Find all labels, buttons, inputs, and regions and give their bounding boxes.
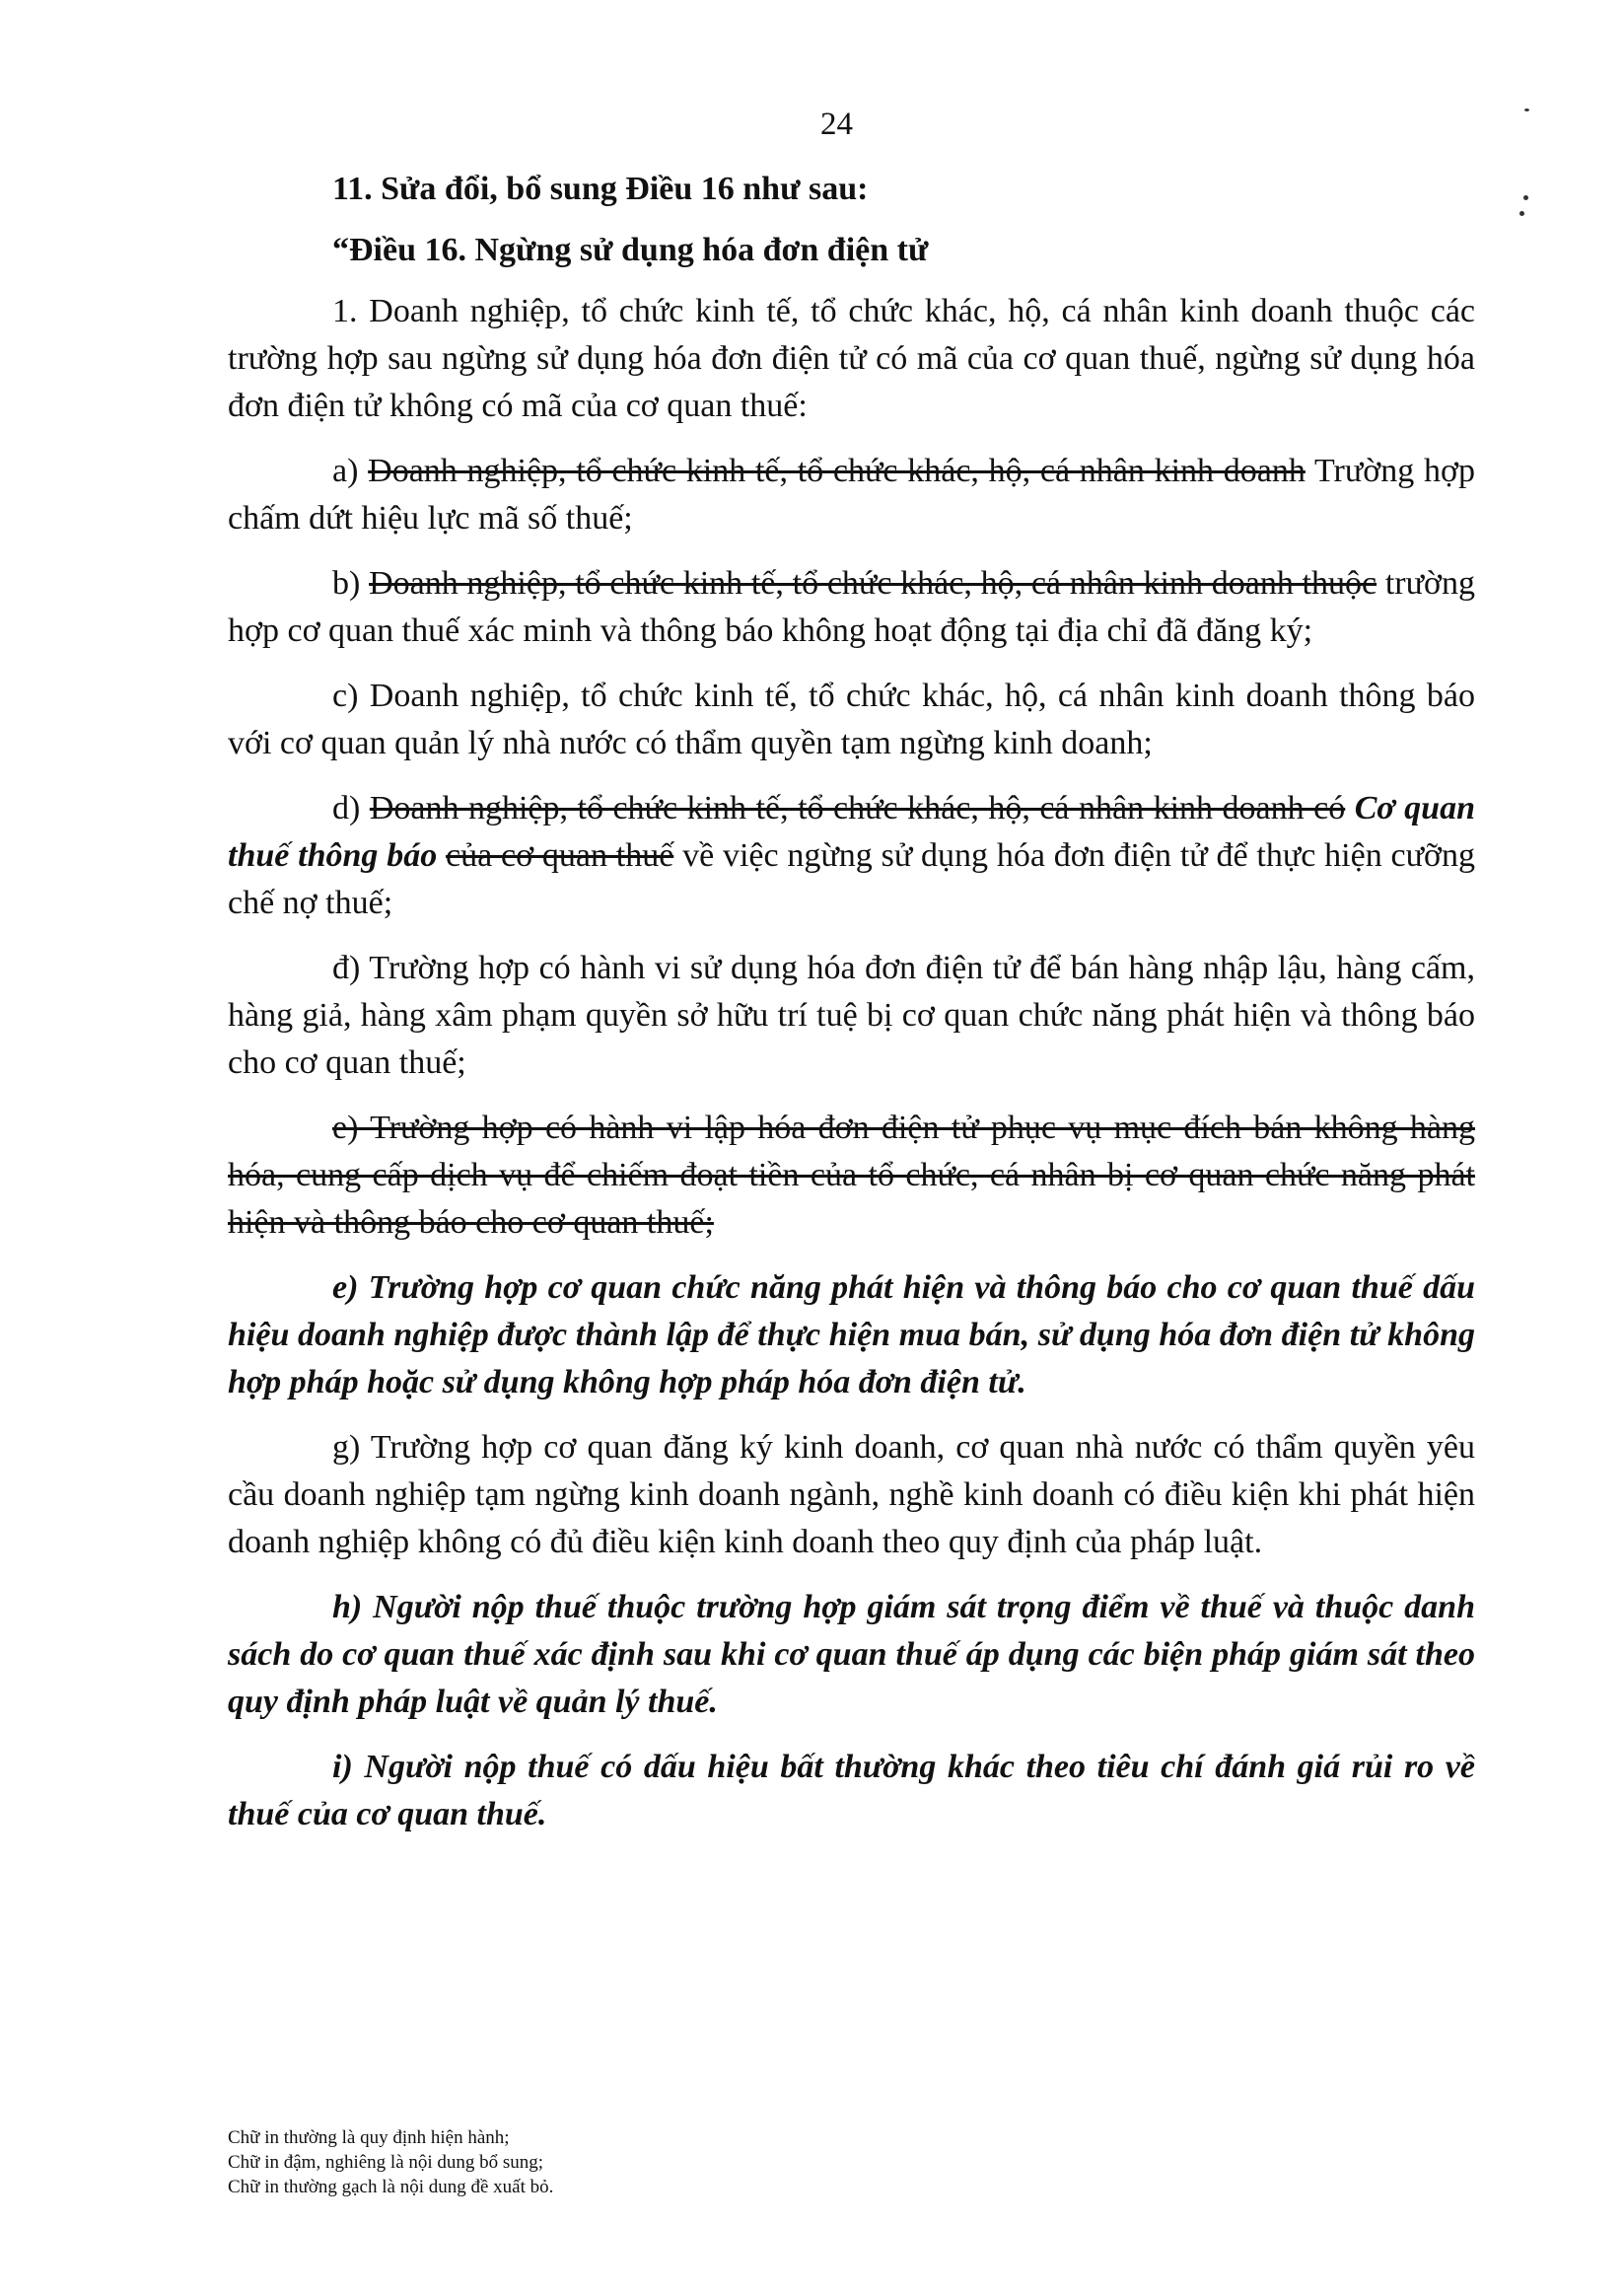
- item-a: [228, 448, 1475, 542]
- item-e-added: e) Trường hợp cơ quan chức năng phát hiện và thông báo cho cơ quan thuế dấu hiệu doanh nghiệp được thành lập để thực hiện mua bán, sử dụng hóa đơn điện tử không hợp pháp hoặc sử dụng không hợp pháp hóa đơn điện tử.: [228, 1269, 1475, 1400]
- document-body: [228, 166, 1475, 1856]
- legend-line-bold-italic: Chữ in đậm, nghiêng là nội dung bổ sung;: [228, 2152, 544, 2173]
- item-d-struck-text: Doanh nghiệp, tổ chức kinh tế, tổ chức khác, hộ, cá nhân kinh doanh có: [369, 790, 1346, 826]
- item-a-prefix: a): [332, 453, 369, 489]
- page-number: 24: [820, 107, 853, 142]
- legend-line-regular: Chữ in thường là quy định hiện hành;: [228, 2127, 510, 2148]
- item-d-added-text: Cơ quan thuế thông báo: [228, 790, 1475, 874]
- item-h: h) Người nộp thuế thuộc trường hợp giám sát trọng điểm về thuế và thuộc danh sách do cơ quan thuế xác định sau khi cơ quan thuế áp dụng các biện pháp giám sát theo quy định pháp luật về quản lý thuế.: [228, 1589, 1475, 1720]
- item-e-struck: e) Trường hợp có hành vi lập hóa đơn điện tử phục vụ mục đích bán không hàng hóa, cung cấp dịch vụ để chiếm đoạt tiền của tổ chức, cá nhân bị cơ quan chức năng phát hiện và thông báo cho cơ quan thuế;: [228, 1110, 1475, 1241]
- item-b-prefix: b): [332, 565, 370, 602]
- item-b: [228, 560, 1475, 655]
- article-title: “Điều 16. Ngừng sử dụng hóa đơn điện tử: [332, 232, 929, 268]
- scan-dot: [1523, 195, 1528, 200]
- item-c: c) Doanh nghiệp, tổ chức kinh tế, tổ chức khác, hộ, cá nhân kinh doanh thông báo với cơ quan quản lý nhà nước có thẩm quyền tạm ngừng kinh doanh;: [228, 678, 1475, 761]
- item-dd: đ) Trường hợp có hành vi sử dụng hóa đơn điện tử để bán hàng nhập lậu, hàng cấm, hàng giả, hàng xâm phạm quyền sở hữu trí tuệ bị cơ quan chức năng phát hiện và thông báo cho cơ quan thuế;: [228, 950, 1475, 1081]
- item-d-text: về việc ngừng sử dụng hóa đơn điện tử để thực hiện cưỡng chế nợ thuế;: [228, 837, 1475, 921]
- item-d-prefix: d): [332, 790, 370, 826]
- legend-line-strikethrough: Chữ in thường gạch là nội dung đề xuất bỏ.: [228, 2177, 554, 2197]
- item-b-text: trường hợp cơ quan thuế xác minh và thông báo không hoạt động tại địa chỉ đã đăng ký;: [228, 565, 1475, 649]
- scan-dot: [1519, 211, 1524, 216]
- clause-1: 1. Doanh nghiệp, tổ chức kinh tế, tổ chức khác, hộ, cá nhân kinh doanh thuộc các trường hợp sau ngừng sử dụng hóa đơn điện tử có mã của cơ quan thuế, ngừng sử dụng hóa đơn điện tử không có mã của cơ quan thuế:: [228, 293, 1475, 424]
- legend-footnote: [228, 2125, 553, 2199]
- item-d: [228, 785, 1475, 927]
- item-a-text: Trường hợp chấm dứt hiệu lực mã số thuế;: [228, 453, 1475, 537]
- item-b-struck-text: Doanh nghiệp, tổ chức kinh tế, tổ chức khác, hộ, cá nhân kinh doanh thuộc: [369, 565, 1377, 602]
- item-i: i) Người nộp thuế có dấu hiệu bất thường khác theo tiêu chí đánh giá rủi ro về thuế của cơ quan thuế.: [228, 1749, 1475, 1832]
- item-a-struck-text: Doanh nghiệp, tổ chức kinh tế, tổ chức khác, hộ, cá nhân kinh doanh: [368, 453, 1306, 489]
- amendment-heading: 11. Sửa đổi, bổ sung Điều 16 như sau:: [332, 171, 869, 207]
- item-d-struck-text-2: của cơ quan thuế: [446, 837, 674, 874]
- item-g: g) Trường hợp cơ quan đăng ký kinh doanh, cơ quan nhà nước có thẩm quyền yêu cầu doanh nghiệp tạm ngừng kinh doanh ngành, nghề kinh doanh có điều kiện khi phát hiện doanh nghiệp không có đủ điều kiện kinh doanh theo quy định của pháp luật.: [228, 1429, 1475, 1560]
- scan-dot: [1524, 108, 1529, 111]
